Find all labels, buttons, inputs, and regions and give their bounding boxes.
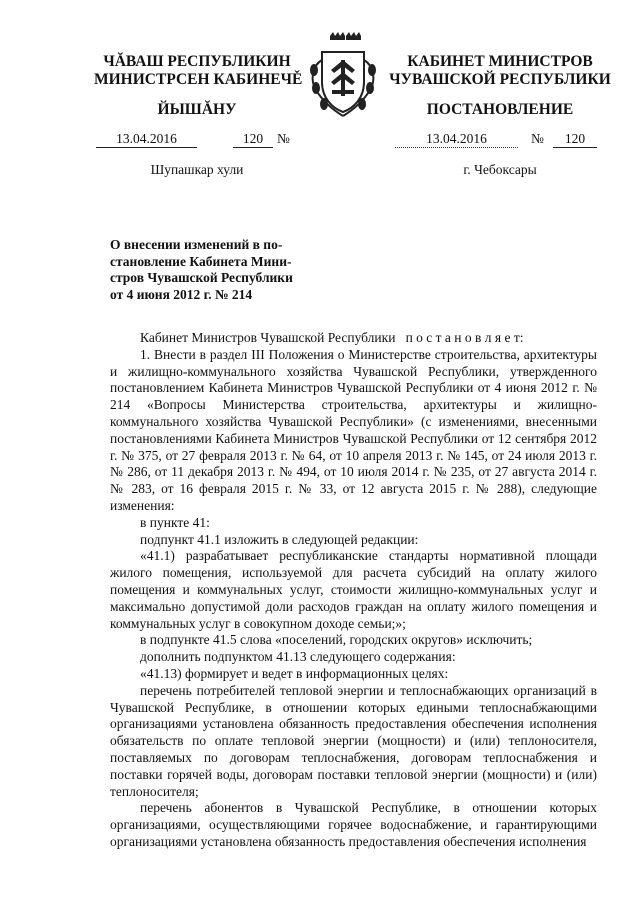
body-paragraph: в подпункте 41.5 слова «поселений, городских округов» исключить; — [140, 632, 533, 648]
subject-line: О внесении изменений в по- — [110, 237, 283, 252]
right-header-line2: ЧУВАШСКОЙ РЕСПУБЛИКИ — [389, 71, 611, 88]
right-city: г. Чебоксары — [463, 162, 537, 177]
left-doc-type: ЙЫШĂНУ — [157, 101, 237, 118]
right-number-sign: № — [531, 131, 544, 146]
left-header-title — [94, 53, 303, 89]
body-paragraph: перечень абонентов в Чувашской Республике, в отношении которых организациями, осуществляющими горячее водоснабжение, и гарантирующими организациями установлена обязанность предоставления обеспечения исполнения — [110, 800, 597, 849]
body-paragraph: 1. Внести в раздел III Положения о Министерстве строительства, архитектуры и жилищно-коммунального хозяйства Чувашской Республики, утвержденного постановлением Кабинета Министров Чувашской Республики от 4 июня 2012 г. № 214 «Вопросы Министерства строительства, архитектуры и жилищно-коммунального хозяйства Чувашской Республики» (с изменениями, внесенными постановлениями Кабинета Министров Чувашской Республики от 12 сентября 2012 г. № 375, от 27 февраля 2013 г. № 64, от 10 апреля 2013 г. № 145, от 24 июля 2013 г. № 286, от 11 декабря 2013 г. № 494, от 10 июля 2014 г. № 235, от 27 августа 2014 г. № 283, от 16 февраля 2015 г. № 33, от 12 августа 2015 г. № 288), следующие изменения: — [110, 346, 597, 513]
subject-line: стров Чувашской Республики — [110, 270, 293, 285]
left-number-field: 120 — [233, 131, 273, 148]
body-paragraph: перечень потребителей тепловой энергии и теплоснабжающих организаций в Чувашской Республике, в отношении которых едиными теплоснабжающими организациями установлена обязанность предоставления обеспечения исполнения обязательств по оплате тепловой энергии (мощности) и (или) теплоносителя, поставляемых по договорам теплоснабжения, договорам теплоснабжения и поставки горячей воды, договорам поставки тепловой энергии (мощности) и (или) теплоносителя; — [110, 682, 597, 799]
right-number-field: 120 — [553, 131, 597, 148]
right-doc-type: ПОСТАНОВЛЕНИЕ — [426, 101, 574, 118]
subject-line: от 4 июня 2012 г. № 214 — [110, 286, 253, 302]
left-number-sign: № — [277, 131, 290, 146]
body-paragraph: в пункте 41: — [140, 514, 210, 530]
left-header-line1: ЧĂВАШ РЕСПУБЛИКИН — [103, 53, 291, 70]
subject-line: становление Кабинета Мини- — [110, 253, 292, 269]
body-paragraph: «41.13) формирует и ведет в информационных целях: — [140, 665, 449, 681]
right-header-title — [384, 53, 616, 89]
left-date-field: 13.04.2016 — [96, 131, 197, 148]
body-paragraph: подпункт 41.1 изложить в следующей редакции: — [140, 531, 419, 547]
document-body — [110, 330, 597, 851]
right-header-line1: КАБИНЕТ МИНИСТРОВ — [407, 53, 593, 70]
preamble-text: Кабинет Министров Чувашской Республики — [140, 330, 396, 345]
body-paragraph: дополнить подпунктом 41.13 следующего содержания: — [140, 649, 456, 665]
body-paragraph: «41.1) разрабатывает республиканские стандарты нормативной площади жилого помещения, используемой для расчета субсидий на оплату жилого помещения и коммунальных услуг, стоимости жилищно-коммунальных услуг и максимально допустимой доли расходов граждан на оплату жилого помещения и коммунальных услуг в совокупном доходе семьи;»; — [110, 548, 597, 631]
document-subject — [110, 237, 303, 303]
right-date-field: 13.04.2016 — [395, 131, 518, 148]
left-header-line2: МИНИСТРСЕН КАБИНЕЧĚ — [94, 71, 303, 88]
coat-of-arms-emblem — [302, 30, 384, 130]
left-city: Шупашкар хули — [150, 162, 244, 177]
preamble-verb: п о с т а н о в л я е т: — [405, 330, 524, 345]
preamble — [110, 330, 597, 347]
